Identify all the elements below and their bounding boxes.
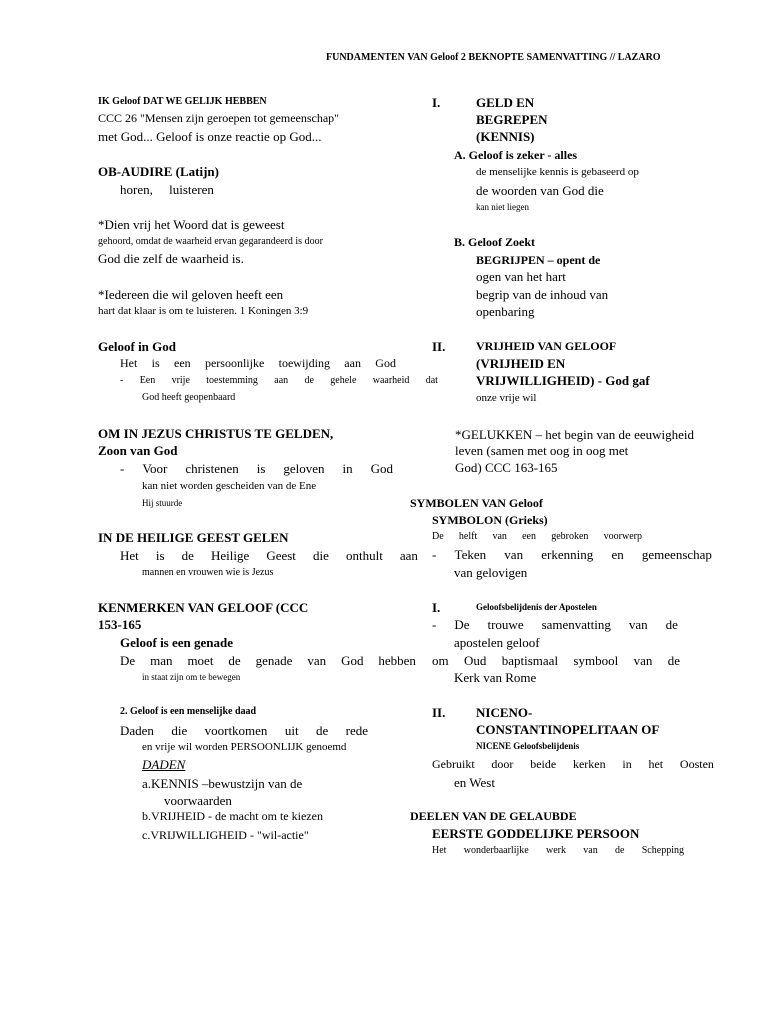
- text-line: de woorden van God die: [476, 183, 604, 198]
- section-heading: SYMBOLON (Grieks): [432, 513, 548, 527]
- subheading: Geloof is een genade: [120, 635, 234, 650]
- list-number: I.: [432, 600, 441, 615]
- section-heading: IN DE HEILIGE GEEST GELEN: [98, 530, 289, 545]
- text-line: openbaring: [476, 304, 535, 319]
- document-title: FUNDAMENTEN VAN Geloof 2 BEKNOPTE SAMENVATTING // LAZARO: [326, 52, 661, 63]
- section-heading: NICENE Geloofsbelijdenis: [476, 741, 580, 751]
- text-line-justified: De helft van een gebroken voorwerp: [432, 531, 642, 542]
- section-heading: EERSTE GODDELIJKE PERSOON: [432, 826, 640, 841]
- word: horen,: [120, 182, 153, 197]
- section-heading: (VRIJHEID EN: [476, 356, 566, 371]
- list-item: c.VRIJWILLIGHEID - "wil-actie": [142, 828, 309, 842]
- text-line-justified: - Een vrije toestemming aan de gehele waarheid dat: [120, 375, 438, 386]
- text-line: kan niet worden gescheiden van de Ene: [142, 480, 317, 492]
- text-line: [120, 183, 214, 198]
- text-line-justified: Daden die voortkomen uit de rede: [120, 723, 368, 738]
- list-number: II.: [432, 705, 446, 720]
- text-line: *Iedereen die wil geloven heeft een: [98, 287, 284, 302]
- text-line: gehoord, omdat de waarheid ervan gegarandeerd is door: [98, 236, 323, 247]
- section-heading: CONSTANTINOPELITAAN OF: [476, 722, 660, 737]
- subheading: B. Geloof Zoekt: [454, 235, 535, 249]
- subheading: 2. Geloof is een menselijke daad: [120, 706, 257, 717]
- section-heading: GELD EN: [476, 95, 535, 110]
- text-line: apostelen geloof: [454, 635, 540, 650]
- text-line: God) CCC 163-165: [455, 460, 558, 475]
- text-line: met God... Geloof is onze reactie op God...: [98, 129, 322, 144]
- text-line: in staat zijn om te bewegen: [142, 672, 241, 682]
- section-heading: VRIJHEID VAN GELOOF: [476, 339, 617, 353]
- text-line: begrip van de inhoud van: [476, 287, 609, 302]
- text-line: de menselijke kennis is gebaseerd op: [476, 166, 639, 178]
- list-number: I.: [432, 95, 441, 110]
- text-line-justified: - De trouwe samenvatting van de: [432, 617, 678, 632]
- text-line-justified: om Oud baptismaal symbool van de: [432, 653, 680, 668]
- section-heading: (KENNIS): [476, 129, 535, 144]
- text-line: onze vrije wil: [476, 392, 537, 404]
- text-line: BEGRIJPEN – opent de: [476, 253, 601, 267]
- list-item: b.VRIJHEID - de macht om te kiezen: [142, 809, 323, 823]
- section-heading: OM IN JEZUS CHRISTUS TE GELDEN,: [98, 426, 334, 441]
- text-line: DADEN: [142, 757, 186, 772]
- text-line: mannen en vrouwen wie is Jezus: [142, 567, 274, 578]
- text-line: Kerk van Rome: [454, 670, 537, 685]
- text-line-justified: De man moet de genade van God hebben: [120, 653, 416, 668]
- text-line: ogen van het hart: [476, 269, 566, 284]
- text-line-justified: Het is de Heilige Geest die onthult aan: [120, 548, 418, 563]
- text-line-justified: Gebruikt door beide kerken in het Oosten: [432, 757, 714, 771]
- section-heading: DEELEN VAN DE GELAUBDE: [410, 809, 577, 823]
- section-heading: Zoon van God: [98, 443, 178, 458]
- text-line: *GELUKKEN – het begin van de eeuwigheid: [455, 427, 694, 442]
- text-line: kan niet liegen: [476, 202, 529, 212]
- section-heading: Geloofsbelijdenis der Apostelen: [476, 602, 597, 612]
- section-heading: SYMBOLEN VAN Geloof: [410, 496, 543, 510]
- text-line: God heeft geopenbaard: [142, 392, 236, 403]
- section-heading: KENMERKEN VAN GELOOF (CCC: [98, 600, 309, 615]
- text-line: leven (samen met oog in oog met: [455, 443, 629, 458]
- text-line: hart dat klaar is om te luisteren. 1 Koningen 3:9: [98, 305, 309, 317]
- list-item: a.KENNIS –bewustzijn van de: [142, 776, 303, 791]
- text-line: en vrije wil worden PERSOONLIJK genoemd: [142, 741, 347, 753]
- text-line-justified: Het is een persoonlijke toewijding aan God: [120, 356, 396, 370]
- text-line: *Dien vrij het Woord dat is geweest: [98, 217, 285, 232]
- section-heading: VRIJWILLIGHEID) - God gaf: [476, 373, 650, 388]
- section-heading: Geloof in God: [98, 339, 177, 354]
- text-line: en West: [454, 775, 495, 790]
- section-heading: 153-165: [98, 617, 142, 632]
- text-line-justified: - Teken van erkenning en gemeenschap: [432, 547, 712, 562]
- section-heading: OB-AUDIRE (Latijn): [98, 164, 219, 179]
- list-number: II.: [432, 339, 446, 354]
- section-heading: IK Geloof DAT WE GELIJK HEBBEN: [98, 96, 267, 107]
- text-line: van gelovigen: [454, 565, 528, 580]
- text-line: voorwaarden: [164, 793, 232, 808]
- subheading: A. Geloof is zeker - alles: [454, 148, 578, 162]
- text-line-justified: Het wonderbaarlijke werk van de Schepping: [432, 845, 684, 856]
- text-line-justified: - Voor christenen is geloven in God: [120, 461, 393, 476]
- section-heading: NICENO-: [476, 705, 533, 720]
- section-heading: BEGREPEN: [476, 112, 548, 127]
- text-line: Hij stuurde: [142, 498, 183, 508]
- word: luisteren: [169, 182, 214, 197]
- text-line: God die zelf de waarheid is.: [98, 251, 244, 266]
- text-line: CCC 26 "Mensen zijn geroepen tot gemeenschap": [98, 111, 340, 125]
